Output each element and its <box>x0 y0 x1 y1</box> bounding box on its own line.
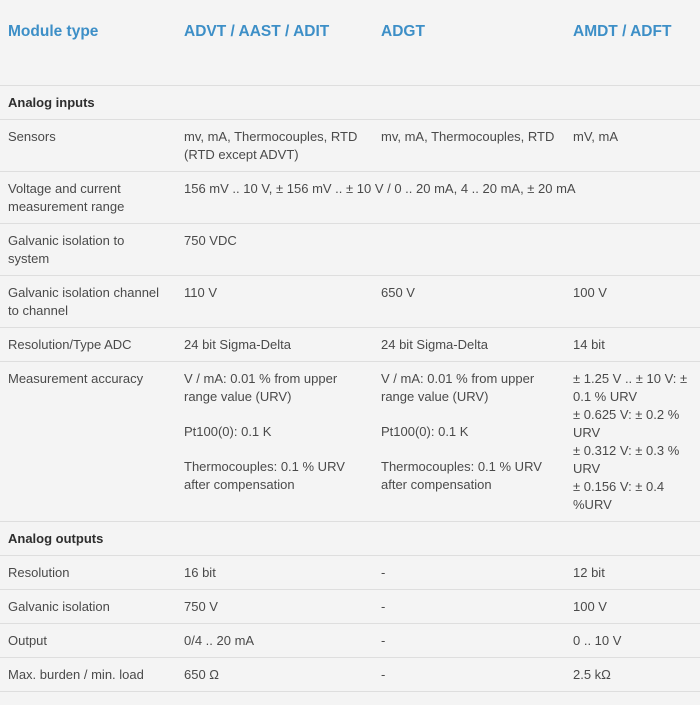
cell-value: - <box>373 556 565 590</box>
cell-value: 24 bit Sigma-Delta <box>373 328 565 362</box>
row-label: Resolution <box>0 556 176 590</box>
cell-value: 2.5 kΩ <box>565 658 700 692</box>
cell-value: 650 Ω <box>176 658 373 692</box>
row-label: Resolution/Type ADC <box>0 328 176 362</box>
section-title: Analog outputs <box>0 522 700 556</box>
cell-value: mv, mA, Thermocouples, RTD (RTD except ADVT) <box>176 120 373 172</box>
header-module-type: Module type <box>8 23 99 40</box>
section-analog-outputs <box>0 522 700 556</box>
table-row <box>0 556 700 590</box>
table-row <box>0 276 700 328</box>
cell-value: - <box>373 590 565 624</box>
row-label: Galvanic isolation <box>0 590 176 624</box>
accuracy-range-line: ± 1.25 V .. ± 10 V: ± 0.1 % URV <box>573 371 688 404</box>
table-row <box>0 590 700 624</box>
cell-value: mV, mA <box>565 120 700 172</box>
cell-value: 16 bit <box>176 556 373 590</box>
row-label: Output <box>0 624 176 658</box>
table-row <box>0 624 700 658</box>
accuracy-range-line: ± 0.156 V: ± 0.4 %URV <box>573 479 665 512</box>
cell-value: 0/4 .. 20 mA <box>176 624 373 658</box>
cell-value <box>565 362 700 522</box>
accuracy-range-line: ± 0.625 V: ± 0.2 % URV <box>573 407 680 440</box>
section-title: Analog inputs <box>0 86 700 120</box>
header-amdt-adft: AMDT / ADFT <box>573 23 672 40</box>
cell-value <box>176 362 373 522</box>
table-row <box>0 120 700 172</box>
table-header-row <box>0 0 700 86</box>
accuracy-pt100: Pt100(0): 0.1 K <box>381 424 469 439</box>
cell-value: - <box>373 624 565 658</box>
table-row <box>0 362 700 522</box>
cell-value: - <box>373 658 565 692</box>
cell-value: 750 VDC <box>176 224 700 276</box>
section-analog-inputs <box>0 86 700 120</box>
cell-value: 110 V <box>176 276 373 328</box>
cell-value: 100 V <box>565 590 700 624</box>
row-label: Galvanic isolation channel to channel <box>0 276 176 328</box>
table-row <box>0 328 700 362</box>
table-row <box>0 658 700 692</box>
accuracy-range-line: ± 0.312 V: ± 0.3 % URV <box>573 443 680 476</box>
cell-value: 750 V <box>176 590 373 624</box>
header-advt-aast-adit: ADVT / AAST / ADIT <box>184 23 330 40</box>
accuracy-thermocouples: Thermocouples: 0.1 % URV after compensation <box>184 459 345 492</box>
cell-value: 12 bit <box>565 556 700 590</box>
cell-value: 100 V <box>565 276 700 328</box>
table-row <box>0 172 700 224</box>
row-label: Voltage and current measurement range <box>0 172 176 224</box>
cell-value: 14 bit <box>565 328 700 362</box>
cell-value: mv, mA, Thermocouples, RTD <box>373 120 565 172</box>
row-label: Sensors <box>0 120 176 172</box>
cell-value: 156 mV .. 10 V, ± 156 mV .. ± 10 V / 0 .. 20 mA, 4 .. 20 mA, ± 20 mA <box>176 172 700 224</box>
cell-value: 0 .. 10 V <box>565 624 700 658</box>
cell-value <box>373 362 565 522</box>
accuracy-v-ma: V / mA: 0.01 % from upper range value (URV) <box>381 371 535 404</box>
row-label: Max. burden / min. load <box>0 658 176 692</box>
accuracy-v-ma: V / mA: 0.01 % from upper range value (URV) <box>184 371 338 404</box>
header-adgt: ADGT <box>381 23 425 40</box>
row-label: Galvanic isolation to system <box>0 224 176 276</box>
accuracy-thermocouples: Thermocouples: 0.1 % URV after compensation <box>381 459 542 492</box>
cell-value: 24 bit Sigma-Delta <box>176 328 373 362</box>
accuracy-pt100: Pt100(0): 0.1 K <box>184 424 272 439</box>
cell-value: 650 V <box>373 276 565 328</box>
table-row <box>0 224 700 276</box>
row-label: Measurement accuracy <box>0 362 176 522</box>
